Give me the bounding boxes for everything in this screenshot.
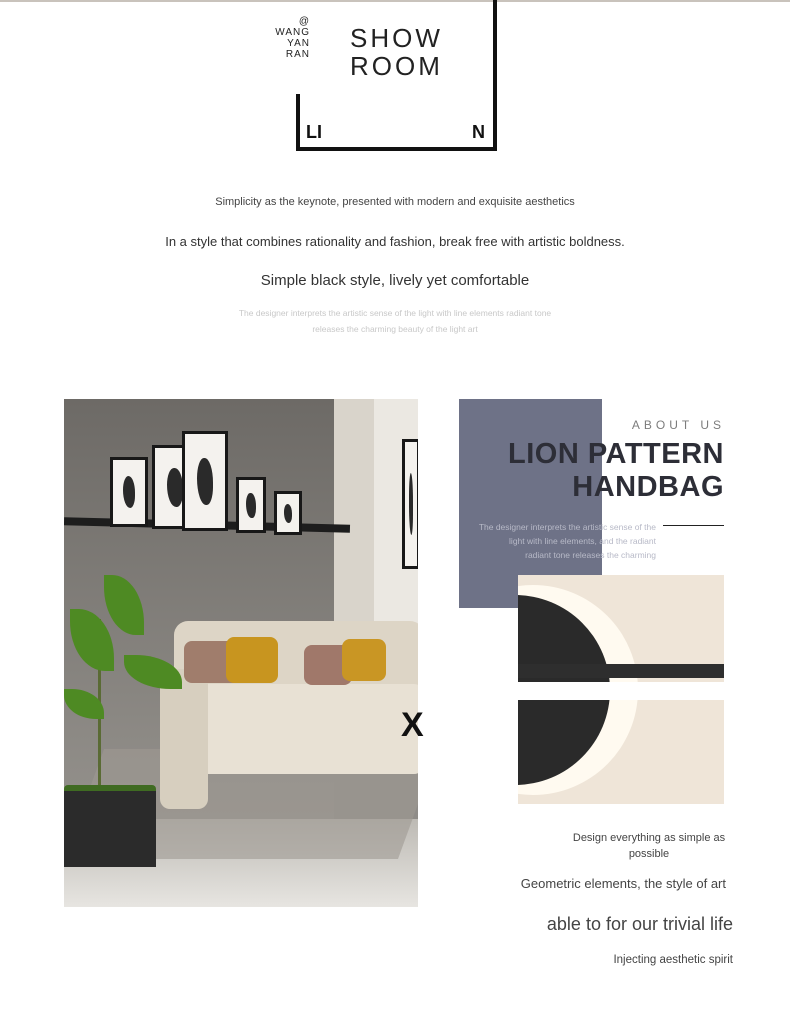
lamp-bar — [518, 664, 724, 678]
lamp-photo — [518, 575, 724, 804]
logo-corner-right: N — [472, 122, 485, 142]
intro-line-3: Simple black style, lively yet comfortable — [260, 272, 530, 289]
photo-sofa-arm — [160, 669, 208, 809]
x-mark: X — [401, 706, 424, 744]
caption-1-line-1: Design everything as simple as — [572, 832, 726, 844]
photo-sofa-seat — [174, 684, 418, 774]
photo-frame-5 — [274, 491, 302, 535]
intro-line-2: In a style that combines rationality and fashion, break free with artistic boldness. — [165, 234, 625, 249]
logo-corner-left: LI — [306, 122, 322, 142]
frame-left-edge — [296, 94, 300, 151]
photo-frame-4 — [236, 477, 266, 533]
logo-at: @ — [298, 16, 310, 27]
headline-line-2: HANDBAG — [572, 471, 724, 503]
intro-faint-line-1: The designer interprets the artistic sense of the light with line elements radiant tone — [238, 308, 552, 318]
about-us-label: ABOUT US — [631, 418, 725, 432]
photo-frame-1 — [110, 457, 148, 527]
headline-rule — [663, 525, 724, 526]
about-paragraph — [462, 520, 656, 562]
caption-3: able to for our trivial life — [546, 914, 733, 934]
caption-2: Geometric elements, the style of art — [520, 876, 726, 891]
frame-bottom-edge — [296, 147, 497, 151]
lamp-light-strip — [518, 682, 724, 700]
logo-yan: YAN — [287, 38, 310, 49]
caption-4: Injecting aesthetic spirit — [613, 954, 733, 966]
logo-title-line1: SHOW — [350, 23, 443, 53]
about-paragraph-line-2: light with line elements, and the radiant — [509, 536, 656, 546]
about-paragraph-line-1: The designer interprets the artistic sense of the — [478, 522, 656, 532]
logo-wang: WANG — [275, 27, 310, 38]
headline — [470, 438, 724, 504]
about-paragraph-line-3: radiant tone releases the charming — [525, 550, 656, 560]
logo-title — [350, 24, 443, 80]
intro-faint-text — [0, 305, 790, 337]
logo-title-line2: ROOM — [350, 51, 443, 81]
intro-line-1: Simplicity as the keynote, presented with modern and exquisite aesthetics — [215, 196, 575, 208]
photo-pillow-2 — [226, 637, 278, 683]
frame-right-edge — [493, 0, 497, 151]
logo-ran: RAN — [285, 49, 310, 60]
intro-faint-line-2: releases the charming beauty of the light art — [312, 324, 478, 334]
photo-frame-3 — [182, 431, 228, 531]
living-room-photo — [64, 399, 418, 907]
headline-line-1: LION PATTERN — [508, 438, 724, 470]
photo-planter — [64, 791, 156, 867]
caption-1 — [560, 830, 738, 862]
photo-pillow-4 — [342, 639, 386, 681]
caption-1-line-2: possible — [628, 848, 670, 860]
photo-frame-6 — [402, 439, 418, 569]
